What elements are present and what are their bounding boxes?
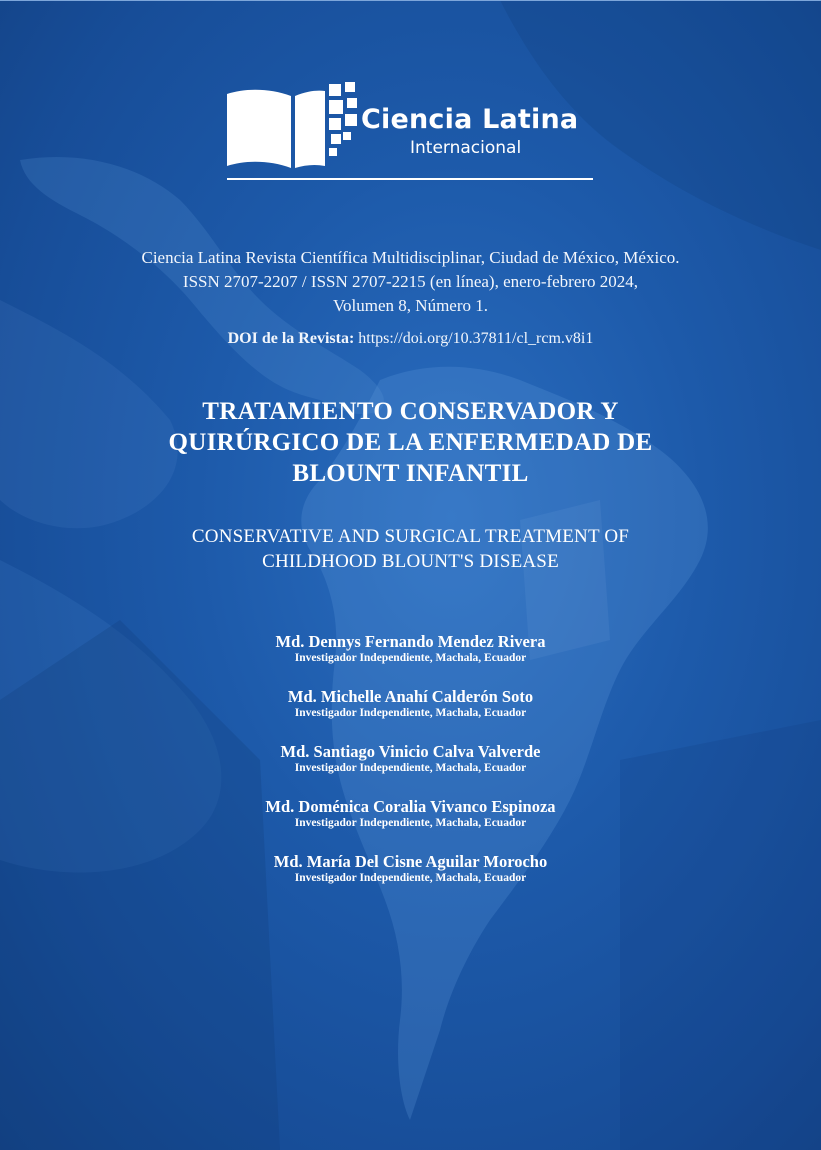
author-entry <box>110 632 711 665</box>
doi-link[interactable]: https://doi.org/10.37811/cl_rcm.v8i1 <box>358 330 594 347</box>
author-affiliation: Investigador Independiente, Machala, Ecuador <box>294 652 527 664</box>
article-english-title-line: CHILDHOOD BLOUNT'S DISEASE <box>262 551 559 572</box>
author-name: Md. Santiago Vinicio Calva Valverde <box>280 742 541 761</box>
journal-line-1: Ciencia Latina Revista Científica Multidisciplinar, Ciudad de México, México. <box>141 248 680 267</box>
top-border <box>0 0 821 1</box>
author-name: Md. María Del Cisne Aguilar Morocho <box>273 852 548 871</box>
author-name: Md. Dennys Fernando Mendez Rivera <box>275 632 546 651</box>
journal-line-2: ISSN 2707-2207 / ISSN 2707-2215 (en línea), enero-febrero 2024, <box>182 272 639 291</box>
open-book-icon <box>225 82 360 172</box>
author-name: Md. Michelle Anahí Calderón Soto <box>287 687 534 706</box>
article-english-title-line: CONSERVATIVE AND SURGICAL TREATMENT OF <box>191 526 630 547</box>
author-affiliation: Investigador Independiente, Machala, Ecuador <box>294 707 527 719</box>
author-affiliation: Investigador Independiente, Machala, Ecuador <box>294 817 527 829</box>
author-affiliation: Investigador Independiente, Machala, Ecuador <box>294 762 527 774</box>
article-title-line: QUIRÚRGICO DE LA ENFERMEDAD DE <box>168 429 653 456</box>
author-entry <box>110 742 711 775</box>
journal-info <box>60 246 761 318</box>
author-entry <box>110 687 711 720</box>
article-title-line: BLOUNT INFANTIL <box>292 460 529 487</box>
logo-subtitle: Internacional <box>410 138 522 158</box>
author-name: Md. Doménica Coralia Vivanco Espinoza <box>265 797 556 816</box>
article-title <box>90 396 731 489</box>
logo-name: Ciencia Latina <box>361 104 579 135</box>
logo-underline <box>227 178 593 180</box>
article-english-title <box>90 524 731 574</box>
author-entry <box>110 797 711 830</box>
author-affiliation: Investigador Independiente, Machala, Ecuador <box>294 872 527 884</box>
doi-label: DOI de la Revista: <box>227 330 355 347</box>
journal-logo <box>225 82 595 182</box>
journal-line-3: Volumen 8, Número 1. <box>332 296 489 315</box>
author-list <box>110 632 711 907</box>
author-entry <box>110 852 711 885</box>
article-title-line: TRATAMIENTO CONSERVADOR Y <box>202 398 619 425</box>
journal-doi <box>60 330 761 348</box>
